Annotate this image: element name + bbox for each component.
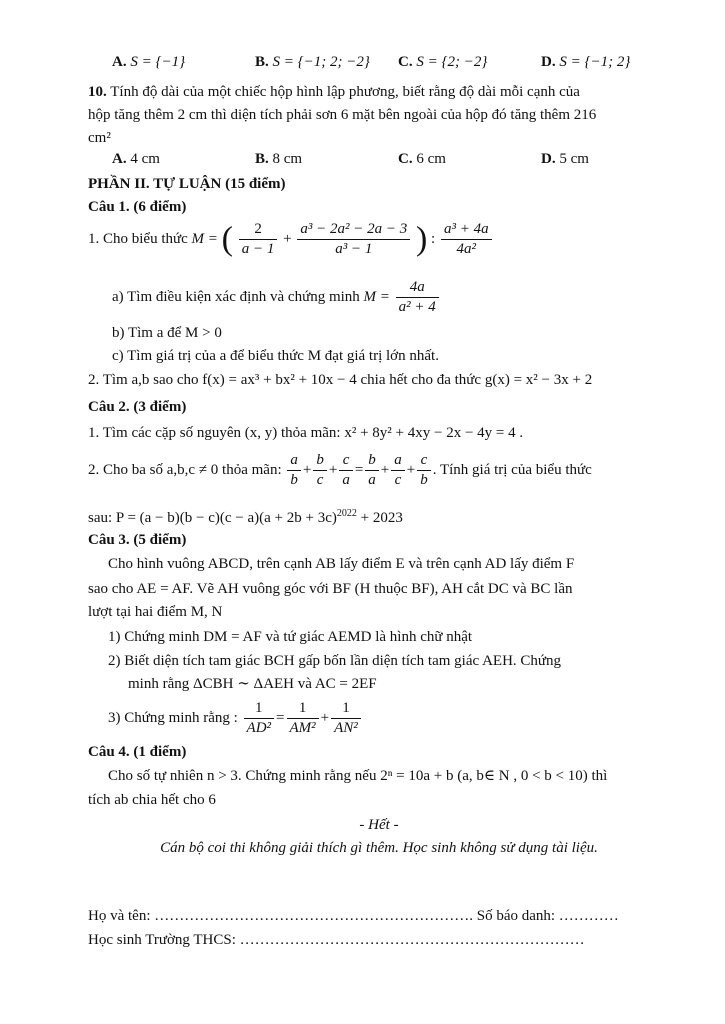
cau1-part-2: 2. Tìm a,b sao cho f(x) = ax³ + bx² + 10x − 4 chia hết cho đa thức g(x) = x² − 3x + 2: [88, 372, 593, 388]
exam-note: Cán bộ coi thi không giải thích gì thêm. Học sinh không sử dụng tài liệu.: [160, 840, 598, 856]
frac-3: $\frac{\text{a³ + 4a}}{\text{4a²}}$: [441, 220, 492, 259]
q10-line2: hộp tăng thêm 2 cm thì diện tích phải sơn 6 mặt bên ngoài của hộp đó tăng thêm 216: [88, 107, 597, 123]
cau2-part-1: 1. Tìm các cặp số nguyên (x, y) thỏa mãn: x² + 8y² + 4xy − 2x − 4y = 4 .: [88, 425, 524, 441]
q10-option-b: B. 8 cm: [255, 151, 303, 167]
cau3-intro-3: lượt tại hai điểm M, N: [88, 604, 223, 620]
cau1-part-a: a) Tìm điều kiện xác định và chứng minh M = $\frac{4a}{\text{a² + 4}}$: [112, 278, 441, 317]
cau3-item-2a: 2) Biết diện tích tam giác BCH gấp bốn lần diện tích tam giác AEH. Chứng: [108, 653, 562, 669]
q9-option-b: B. S = {−1; 2; −2}: [255, 54, 370, 70]
cau3-intro-1: Cho hình vuông ABCD, trên cạnh AB lấy điểm E và trên cạnh AD lấy điểm F: [108, 556, 575, 572]
frac-a: $\frac{4a}{\text{a² + 4}}$: [396, 278, 439, 317]
frac-2: $\frac{\text{a³ − 2a² − 2a − 3}}{\text{a³ − 1}}$: [297, 220, 410, 259]
cau3-item-1: 1) Chứng minh DM = AF và tứ giác AEMD là hình chữ nhật: [108, 629, 473, 645]
end-mark: - Hết -: [359, 817, 399, 833]
cau4-line-2: tích ab chia hết cho 6: [88, 792, 216, 808]
part2-title: PHẦN II. TỰ LUẬN (15 điểm): [88, 176, 286, 192]
q9-option-a: A. S = {−1}: [112, 54, 186, 70]
q10-option-d: D. 5 cm: [541, 151, 589, 167]
q10-line1: 10. Tính độ dài của một chiếc hộp hình lập phương, biết rằng độ dài mỗi cạnh của: [88, 84, 580, 100]
footer-name: Họ và tên: ………………………………………………………. Số báo danh: …………: [88, 908, 619, 924]
cau4-title: Câu 4. (1 điểm): [88, 744, 187, 760]
cau3-item-3: 3) Chứng minh rằng : $\frac{1}{\text{AD²}}$ = $\frac{1}{\text{AM²}}$ + $\frac{1}{\text{AN²}}$: [108, 699, 363, 738]
q10-line3: cm²: [88, 130, 111, 146]
cau3-intro-2: sao cho AE = AF. Vẽ AH vuông góc với BF (H thuộc BF), AH cắt DC và BC lần: [88, 581, 573, 597]
cau1-part-b: b) Tìm a để M > 0: [112, 325, 222, 341]
q9-option-c: C. S = {2; −2}: [398, 54, 488, 70]
cau3-title: Câu 3. (5 điểm): [88, 532, 187, 548]
cau2-title: Câu 2. (3 điểm): [88, 399, 187, 415]
q10-option-c: C. 6 cm: [398, 151, 446, 167]
cau1-title: Câu 1. (6 điểm): [88, 199, 187, 215]
footer-school: Học sinh Trường THCS: ……………………………………………………………: [88, 932, 585, 948]
q10-option-a: A. 4 cm: [112, 151, 160, 167]
frac-1: $\frac{2}{a - 1}$: [239, 220, 278, 259]
cau2-part-3: sau: $P = (a - b)(b - c)(c - a)(a + 2b + 3c)^{2022} + 2023$: [88, 508, 403, 526]
cau2-part-2: 2. Cho ba số a,b,c ≠ 0 thỏa mãn: $\frac{a}{b}$ + $\frac{b}{c}$ + $\frac{c}{a}$ = $\frac{b}{a}$ + $\frac{a}{c}$ + $\frac{c}{b}$ . Tính giá trị của biểu thức: [88, 452, 592, 488]
cau1-part-c: c) Tìm giá trị của a để biểu thức M đạt giá trị lớn nhất.: [112, 348, 439, 364]
q9-option-d: D. S = {−1; 2}: [541, 54, 631, 70]
cau4-line-1: Cho số tự nhiên n > 3. Chứng minh rằng nếu 2ⁿ = 10a + b (a, b∈ N , 0 < b < 10) thì: [108, 768, 608, 784]
cau1-expression: 1. Cho biểu thức M = ( $\frac{2}{a - 1}$ + $\frac{\text{a³ − 2a² − 2a − 3}}{\text{a³ − 1}}$ ) : $\frac{\text{a³ + 4a}}{\text{4a²}}$: [88, 220, 494, 259]
cau3-item-2b: minh rằng ΔCBH ∼ ΔAEH và AC = 2EF: [128, 676, 377, 692]
